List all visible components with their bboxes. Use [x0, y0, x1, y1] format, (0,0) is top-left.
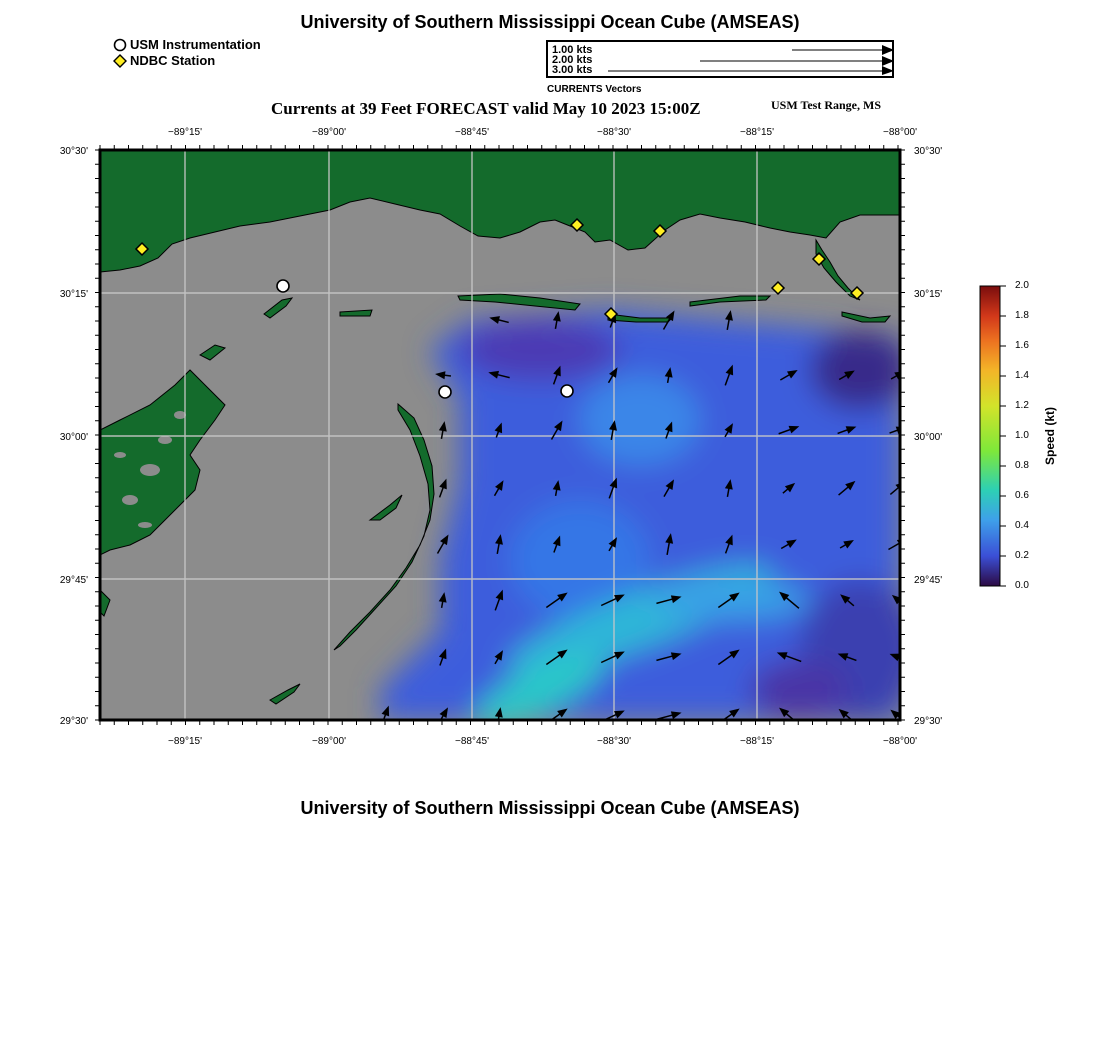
usm-instrument-marker[interactable] [439, 386, 451, 398]
usm-legend-label: USM Instrumentation [130, 37, 261, 52]
y-tick-left: 30°15' [59, 289, 88, 300]
colorbar-ticks [1000, 286, 1006, 586]
range-label: USM Test Range, MS [771, 98, 882, 112]
y-tick-left: 29°30' [59, 716, 88, 727]
map-title: University of Southern Mississippi Ocean Cube (AMSEAS) [300, 12, 800, 32]
colorbar-tick-label: 0.4 [1015, 520, 1029, 531]
vector-caption: CURRENTS Vectors [547, 84, 642, 95]
y-tick-left: 29°45' [59, 575, 88, 586]
footer-title: University of Southern Mississippi Ocean Cube (AMSEAS) [300, 798, 800, 818]
x-tick-bottom: −89°00' [312, 736, 346, 747]
x-tick-bottom: −88°15' [740, 736, 774, 747]
y-tick-left: 30°30' [59, 146, 88, 157]
y-tick-right: 30°15' [914, 289, 943, 300]
y-tick-right: 30°30' [914, 146, 943, 157]
colorbar-tick-label: 2.0 [1015, 280, 1029, 291]
colorbar-tick-label: 0.2 [1015, 550, 1029, 561]
colorbar-label: Speed (kt) [1043, 406, 1057, 466]
colorbar-tick-label: 0.0 [1015, 580, 1029, 591]
speed-field [380, 310, 920, 740]
vector-ref-3: 3.00 kts [552, 64, 593, 76]
usm-instrument-marker[interactable] [277, 280, 289, 292]
colorbar-tick-label: 1.2 [1015, 400, 1029, 411]
forecast-subtitle: Currents at 39 Feet FORECAST valid May 10 2023 15:00Z [271, 99, 701, 118]
x-tick-bottom: −89°15' [168, 736, 202, 747]
colorbar-tick-label: 1.0 [1015, 430, 1029, 441]
x-tick-top: −88°45' [455, 127, 489, 138]
y-tick-left: 30°00' [59, 432, 88, 443]
x-tick-top: −88°00' [883, 127, 917, 138]
vector-ref-2: 2.00 kts [552, 54, 593, 66]
colorbar-tick-label: 1.8 [1015, 310, 1029, 321]
map-frame-contents [100, 150, 920, 740]
x-tick-bottom: −88°00' [883, 736, 917, 747]
colorbar-tick-label: 1.4 [1015, 370, 1029, 381]
x-tick-top: −89°00' [312, 127, 346, 138]
y-tick-right: 30°00' [914, 432, 943, 443]
colorbar-tick-label: 0.6 [1015, 490, 1029, 501]
colorbar-tick-label: 0.8 [1015, 460, 1029, 471]
usm-instrument-marker[interactable] [561, 385, 573, 397]
ndbc-legend-label: NDBC Station [130, 53, 216, 68]
colorbar-tick-label: 1.6 [1015, 340, 1029, 351]
y-tick-right: 29°45' [914, 575, 943, 586]
x-tick-top: −88°15' [740, 127, 774, 138]
x-tick-top: −89°15' [168, 127, 202, 138]
x-tick-bottom: −88°30' [597, 736, 631, 747]
speed-colorbar [980, 286, 1000, 586]
vector-ref-1: 1.00 kts [552, 44, 593, 56]
x-tick-bottom: −88°45' [455, 736, 489, 747]
x-tick-top: −88°30' [597, 127, 631, 138]
y-tick-right: 29°30' [914, 716, 943, 727]
